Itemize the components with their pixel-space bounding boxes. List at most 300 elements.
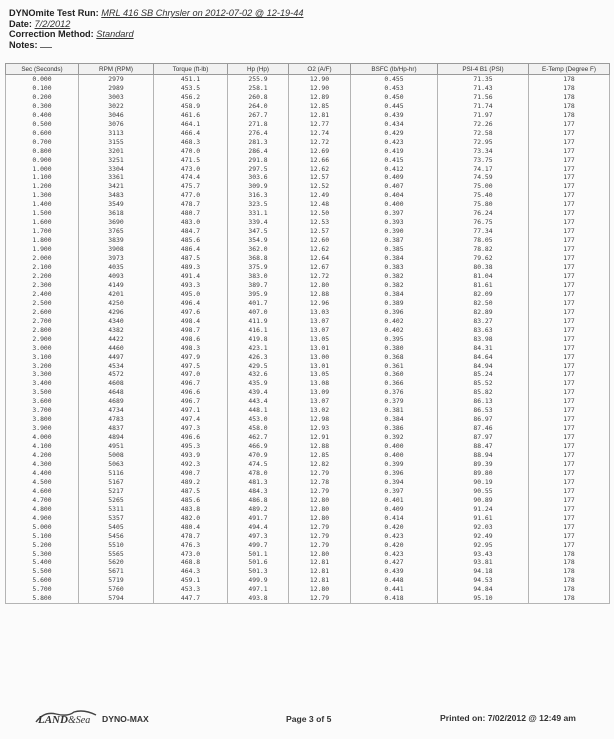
table-cell: 12.81 [289, 558, 351, 567]
column-header: Sec (Seconds) [6, 64, 79, 75]
table-row [6, 138, 610, 147]
table-cell: 482.0 [154, 514, 228, 523]
table-cell: 493.9 [154, 451, 228, 460]
table-row [6, 209, 610, 218]
table-cell: 331.1 [228, 209, 289, 218]
table-cell: 75.80 [438, 200, 529, 209]
table-cell: 12.49 [289, 191, 351, 200]
table-cell: 13.05 [289, 370, 351, 379]
table-cell: 368.8 [228, 254, 289, 263]
table-cell: 419.8 [228, 335, 289, 344]
table-cell: 0.393 [351, 218, 438, 227]
table-cell: 13.08 [289, 379, 351, 388]
table-cell: 12.81 [289, 576, 351, 585]
table-cell: 177 [529, 379, 610, 388]
table-cell: 4648 [79, 388, 154, 397]
table-cell: 496.6 [154, 388, 228, 397]
table-cell: 4.200 [6, 451, 79, 460]
table-cell: 0.395 [351, 335, 438, 344]
table-cell: 5.300 [6, 550, 79, 559]
table-cell: 5760 [79, 585, 154, 594]
table-cell: 3304 [79, 165, 154, 174]
table-cell: 411.9 [228, 317, 289, 326]
table-cell: 177 [529, 281, 610, 290]
table-row [6, 558, 610, 567]
table-cell: 0.392 [351, 433, 438, 442]
table-cell: 0.400 [351, 442, 438, 451]
table-cell: 177 [529, 308, 610, 317]
table-cell: 13.01 [289, 362, 351, 371]
table-cell: 490.7 [154, 469, 228, 478]
table-cell: 489.3 [154, 263, 228, 272]
table-cell: 494.4 [228, 523, 289, 532]
table-cell: 501.1 [228, 550, 289, 559]
table-cell: 12.80 [289, 585, 351, 594]
table-cell: 486.4 [154, 245, 228, 254]
table-cell: 0.384 [351, 415, 438, 424]
table-cell: 80.38 [438, 263, 529, 272]
table-cell: 5.700 [6, 585, 79, 594]
table-cell: 464.3 [154, 567, 228, 576]
table-cell: 3421 [79, 182, 154, 191]
table-cell: 71.97 [438, 111, 529, 120]
table-cell: 3076 [79, 120, 154, 129]
table-cell: 5357 [79, 514, 154, 523]
table-cell: 177 [529, 344, 610, 353]
table-row [6, 406, 610, 415]
table-cell: 75.40 [438, 191, 529, 200]
table-cell: 0.400 [6, 111, 79, 120]
table-cell: 3155 [79, 138, 154, 147]
table-cell: 3.600 [6, 397, 79, 406]
table-cell: 177 [529, 523, 610, 532]
table-cell: 92.03 [438, 523, 529, 532]
table-cell: 78.05 [438, 236, 529, 245]
table-row [6, 147, 610, 156]
table-cell: 12.85 [289, 102, 351, 111]
table-cell: 93.43 [438, 550, 529, 559]
table-cell: 13.01 [289, 344, 351, 353]
table-cell: 3.300 [6, 370, 79, 379]
table-cell: 177 [529, 532, 610, 541]
table-row [6, 362, 610, 371]
table-cell: 12.88 [289, 442, 351, 451]
table-cell: 12.77 [289, 120, 351, 129]
table-row [6, 254, 610, 263]
table-cell: 1.300 [6, 191, 79, 200]
table-cell: 485.6 [154, 236, 228, 245]
table-row [6, 523, 610, 532]
table-row [6, 326, 610, 335]
table-cell: 4.300 [6, 460, 79, 469]
table-row [6, 496, 610, 505]
table-cell: 3973 [79, 254, 154, 263]
table-cell: 4382 [79, 326, 154, 335]
table-row [6, 487, 610, 496]
table-cell: 2.900 [6, 335, 79, 344]
table-row [6, 120, 610, 129]
column-header: Hp (Hp) [228, 64, 289, 75]
table-cell: 4460 [79, 344, 154, 353]
table-cell: 0.427 [351, 558, 438, 567]
table-row [6, 514, 610, 523]
table-cell: 87.46 [438, 424, 529, 433]
table-cell: 383.0 [228, 272, 289, 281]
table-cell: 1.500 [6, 209, 79, 218]
table-cell: 0.387 [351, 236, 438, 245]
table-cell: 88.94 [438, 451, 529, 460]
table-cell: 4.100 [6, 442, 79, 451]
table-cell: 12.64 [289, 254, 351, 263]
table-cell: 470.9 [228, 451, 289, 460]
table-cell: 0.418 [351, 594, 438, 603]
table-cell: 4.600 [6, 487, 79, 496]
table-cell: 3.000 [6, 344, 79, 353]
table-cell: 5510 [79, 541, 154, 550]
table-cell: 453.3 [154, 585, 228, 594]
notes-blank [40, 47, 52, 48]
table-cell: 466.4 [154, 129, 228, 138]
dyno-data-table [5, 63, 610, 604]
table-row [6, 424, 610, 433]
table-row [6, 93, 610, 102]
table-cell: 177 [529, 326, 610, 335]
svg-text:LAND: LAND [38, 714, 68, 726]
table-cell: 177 [529, 415, 610, 424]
table-cell: 93.81 [438, 558, 529, 567]
table-cell: 468.3 [154, 138, 228, 147]
table-cell: 177 [529, 451, 610, 460]
table-cell: 177 [529, 245, 610, 254]
table-cell: 2.200 [6, 272, 79, 281]
table-cell: 453.5 [154, 84, 228, 93]
table-cell: 12.90 [289, 84, 351, 93]
table-cell: 177 [529, 406, 610, 415]
date-value: 7/2/2012 [34, 18, 71, 29]
table-cell: 0.419 [351, 147, 438, 156]
table-cell: 3.200 [6, 362, 79, 371]
table-cell: 0.379 [351, 397, 438, 406]
table-cell: 74.59 [438, 173, 529, 182]
table-cell: 276.4 [228, 129, 289, 138]
table-cell: 309.9 [228, 182, 289, 191]
table-cell: 4.800 [6, 505, 79, 514]
table-cell: 177 [529, 165, 610, 174]
table-cell: 88.47 [438, 442, 529, 451]
table-cell: 177 [529, 469, 610, 478]
table-cell: 77.34 [438, 227, 529, 236]
table-cell: 0.397 [351, 487, 438, 496]
table-cell: 5063 [79, 460, 154, 469]
table-cell: 178 [529, 594, 610, 603]
table-cell: 5311 [79, 505, 154, 514]
table-cell: 3.800 [6, 415, 79, 424]
table-cell: 5167 [79, 478, 154, 487]
table-row [6, 200, 610, 209]
table-cell: 0.100 [6, 84, 79, 93]
table-cell: 13.05 [289, 335, 351, 344]
table-cell: 458.9 [154, 102, 228, 111]
table-cell: 2.500 [6, 299, 79, 308]
table-cell: 177 [529, 397, 610, 406]
table-cell: 0.361 [351, 362, 438, 371]
table-cell: 4837 [79, 424, 154, 433]
table-row [6, 550, 610, 559]
table-cell: 0.380 [351, 344, 438, 353]
table-cell: 0.396 [351, 469, 438, 478]
column-header: E-Temp (Degree F) [529, 64, 610, 75]
table-cell: 12.72 [289, 138, 351, 147]
table-row [6, 281, 610, 290]
table-cell: 3690 [79, 218, 154, 227]
table-row [6, 111, 610, 120]
table-cell: 90.89 [438, 496, 529, 505]
table-cell: 90.55 [438, 487, 529, 496]
table-row [6, 236, 610, 245]
table-cell: 89.80 [438, 469, 529, 478]
table-cell: 5.200 [6, 541, 79, 550]
table-cell: 2989 [79, 84, 154, 93]
table-cell: 12.85 [289, 451, 351, 460]
table-cell: 12.91 [289, 433, 351, 442]
table-cell: 258.1 [228, 84, 289, 93]
table-cell: 0.800 [6, 147, 79, 156]
table-cell: 484.7 [154, 227, 228, 236]
table-cell: 0.412 [351, 165, 438, 174]
table-cell: 362.0 [228, 245, 289, 254]
table-cell: 4734 [79, 406, 154, 415]
table-cell: 471.5 [154, 156, 228, 165]
date-label: Date: [9, 18, 32, 29]
table-cell: 4.700 [6, 496, 79, 505]
table-cell: 0.386 [351, 424, 438, 433]
table-cell: 78.82 [438, 245, 529, 254]
table-cell: 464.1 [154, 120, 228, 129]
table-row [6, 218, 610, 227]
table-row [6, 308, 610, 317]
table-cell: 0.434 [351, 120, 438, 129]
table-cell: 177 [529, 335, 610, 344]
table-row [6, 173, 610, 182]
table-cell: 347.5 [228, 227, 289, 236]
table-cell: 86.97 [438, 415, 529, 424]
table-cell: 0.407 [351, 182, 438, 191]
column-header-row [6, 64, 610, 75]
table-cell: 177 [529, 209, 610, 218]
table-cell: 177 [529, 424, 610, 433]
page-number: Page 3 of 5 [286, 714, 332, 724]
table-cell: 12.48 [289, 200, 351, 209]
table-cell: 0.390 [351, 227, 438, 236]
table-cell: 468.8 [154, 558, 228, 567]
table-cell: 13.07 [289, 317, 351, 326]
table-cell: 91.61 [438, 514, 529, 523]
run-label: DYNOmite Test Run: [9, 8, 99, 18]
table-cell: 177 [529, 496, 610, 505]
table-cell: 4201 [79, 290, 154, 299]
run-row [9, 8, 303, 19]
table-cell: 12.96 [289, 299, 351, 308]
table-cell: 177 [529, 460, 610, 469]
table-cell: 12.50 [289, 209, 351, 218]
table-cell: 177 [529, 236, 610, 245]
table-cell: 473.0 [154, 165, 228, 174]
table-cell: 4340 [79, 317, 154, 326]
table-cell: 178 [529, 84, 610, 93]
table-cell: 5.800 [6, 594, 79, 603]
table-row [6, 335, 610, 344]
table-cell: 90.19 [438, 478, 529, 487]
table-cell: 0.394 [351, 478, 438, 487]
table-cell: 498.7 [154, 326, 228, 335]
table-cell: 0.400 [351, 451, 438, 460]
table-cell: 4783 [79, 415, 154, 424]
table-cell: 177 [529, 138, 610, 147]
table-cell: 4951 [79, 442, 154, 451]
table-cell: 12.72 [289, 272, 351, 281]
table-cell: 432.6 [228, 370, 289, 379]
table-cell: 5.600 [6, 576, 79, 585]
table-cell: 12.52 [289, 182, 351, 191]
table-cell: 4608 [79, 379, 154, 388]
table-cell: 92.95 [438, 541, 529, 550]
table-cell: 459.1 [154, 576, 228, 585]
table-cell: 2.000 [6, 254, 79, 263]
table-cell: 177 [529, 191, 610, 200]
table-cell: 71.74 [438, 102, 529, 111]
table-cell: 496.4 [154, 299, 228, 308]
table-cell: 0.500 [6, 120, 79, 129]
table-cell: 76.75 [438, 218, 529, 227]
table-cell: 3003 [79, 93, 154, 102]
table-cell: 5671 [79, 567, 154, 576]
table-cell: 0.600 [6, 129, 79, 138]
table-cell: 12.79 [289, 469, 351, 478]
table-cell: 4689 [79, 397, 154, 406]
table-cell: 178 [529, 75, 610, 84]
table-cell: 501.6 [228, 558, 289, 567]
table-cell: 0.439 [351, 111, 438, 120]
table-cell: 4497 [79, 353, 154, 362]
table-cell: 0.445 [351, 102, 438, 111]
table-cell: 85.82 [438, 388, 529, 397]
table-cell: 12.80 [289, 496, 351, 505]
table-cell: 499.9 [228, 576, 289, 585]
table-cell: 178 [529, 576, 610, 585]
table-cell: 177 [529, 478, 610, 487]
table-cell: 2.300 [6, 281, 79, 290]
table-cell: 94.84 [438, 585, 529, 594]
table-cell: 3046 [79, 111, 154, 120]
table-cell: 177 [529, 487, 610, 496]
table-row [6, 505, 610, 514]
table-cell: 5719 [79, 576, 154, 585]
table-cell: 487.5 [154, 254, 228, 263]
table-cell: 5620 [79, 558, 154, 567]
table-cell: 3.100 [6, 353, 79, 362]
table-cell: 85.52 [438, 379, 529, 388]
table-cell: 5.000 [6, 523, 79, 532]
table-cell: 0.200 [6, 93, 79, 102]
table-cell: 3.700 [6, 406, 79, 415]
table-cell: 339.4 [228, 218, 289, 227]
table-cell: 303.6 [228, 173, 289, 182]
table-cell: 177 [529, 120, 610, 129]
table-cell: 497.4 [154, 415, 228, 424]
table-cell: 497.3 [228, 532, 289, 541]
table-cell: 178 [529, 585, 610, 594]
table-cell: 443.4 [228, 397, 289, 406]
table-cell: 75.00 [438, 182, 529, 191]
table-cell: 0.453 [351, 84, 438, 93]
table-cell: 94.53 [438, 576, 529, 585]
table-cell: 5.500 [6, 567, 79, 576]
table-cell: 72.26 [438, 120, 529, 129]
table-cell: 491.7 [228, 514, 289, 523]
table-cell: 5116 [79, 469, 154, 478]
table-cell: 13.07 [289, 397, 351, 406]
table-cell: 12.88 [289, 290, 351, 299]
table-cell: 83.98 [438, 335, 529, 344]
table-cell: 1.700 [6, 227, 79, 236]
table-cell: 3.500 [6, 388, 79, 397]
table-cell: 1.400 [6, 200, 79, 209]
table-cell: 12.90 [289, 75, 351, 84]
table-cell: 1.100 [6, 173, 79, 182]
table-cell: 447.7 [154, 594, 228, 603]
table-cell: 498.3 [154, 344, 228, 353]
table-cell: 2.800 [6, 326, 79, 335]
table-cell: 478.7 [154, 532, 228, 541]
table-cell: 12.66 [289, 156, 351, 165]
table-cell: 0.383 [351, 263, 438, 272]
table-row [6, 102, 610, 111]
table-row [6, 532, 610, 541]
table-cell: 473.0 [154, 550, 228, 559]
table-cell: 3022 [79, 102, 154, 111]
table-cell: 0.360 [351, 370, 438, 379]
table-cell: 12.79 [289, 541, 351, 550]
table-cell: 1.600 [6, 218, 79, 227]
table-row [6, 165, 610, 174]
column-header: RPM (RPM) [79, 64, 154, 75]
table-cell: 0.441 [351, 585, 438, 594]
table-cell: 0.402 [351, 317, 438, 326]
table-cell: 177 [529, 370, 610, 379]
table-cell: 12.89 [289, 93, 351, 102]
table-cell: 89.39 [438, 460, 529, 469]
table-cell: 12.57 [289, 227, 351, 236]
table-row [6, 433, 610, 442]
table-cell: 0.396 [351, 308, 438, 317]
table-cell: 73.75 [438, 156, 529, 165]
table-row [6, 541, 610, 550]
table-cell: 12.93 [289, 424, 351, 433]
table-cell: 4093 [79, 272, 154, 281]
table-cell: 3251 [79, 156, 154, 165]
table-cell: 497.9 [154, 353, 228, 362]
table-cell: 13.00 [289, 353, 351, 362]
table-cell: 375.9 [228, 263, 289, 272]
table-cell: 0.000 [6, 75, 79, 84]
table-cell: 5265 [79, 496, 154, 505]
table-cell: 4422 [79, 335, 154, 344]
table-cell: 0.376 [351, 388, 438, 397]
table-cell: 451.1 [154, 75, 228, 84]
table-cell: 0.382 [351, 281, 438, 290]
table-cell: 498.6 [154, 335, 228, 344]
table-cell: 480.7 [154, 209, 228, 218]
